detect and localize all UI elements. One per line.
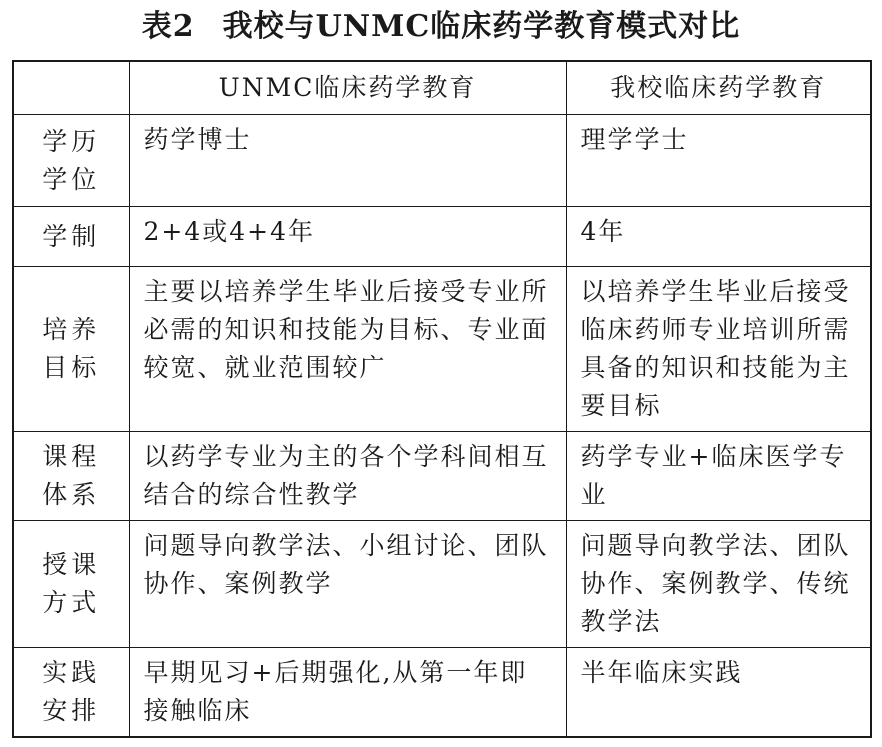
table-number: 表2 [141,9,195,44]
table-row [13,521,871,648]
row-label: 学制 [13,207,129,267]
cell-unmc: 2+4或4+4年 [129,207,566,267]
cell-ours: 半年临床实践 [566,648,871,738]
cell-ours: 以培养学生毕业后接受临床药师专业培训所需具备的知识和技能为主要目标 [566,267,871,432]
comparison-table [12,60,872,738]
row-label: 授课方式 [13,521,129,648]
cell-ours: 理学学士 [566,115,871,207]
cell-ours: 药学专业+临床医学专业 [566,432,871,521]
table-row [13,207,871,267]
table-title: 我校与UNMC临床药学教育模式对比 [222,9,741,44]
table-row [13,267,871,432]
row-label: 学历学位 [13,115,129,207]
header-row [13,61,871,115]
row-label: 培养目标 [13,267,129,432]
cell-ours: 4年 [566,207,871,267]
header-cell-unmc: UNMC临床药学教育 [129,61,566,115]
table-row [13,648,871,738]
header-cell-ours: 我校临床药学教育 [566,61,871,115]
cell-unmc: 以药学专业为主的各个学科间相互结合的综合性教学 [129,432,566,521]
header-cell-empty [13,61,129,115]
cell-unmc: 主要以培养学生毕业后接受专业所必需的知识和技能为目标、专业面较宽、就业范围较广 [129,267,566,432]
cell-ours: 问题导向教学法、团队协作、案例教学、传统教学法 [566,521,871,648]
row-label: 课程体系 [13,432,129,521]
cell-unmc: 问题导向教学法、小组讨论、团队协作、案例教学 [129,521,566,648]
table-row [13,432,871,521]
row-label: 实践安排 [13,648,129,738]
cell-unmc: 早期见习+后期强化,从第一年即接触临床 [129,648,566,738]
table-row [13,115,871,207]
table-caption [0,6,882,48]
cell-unmc: 药学博士 [129,115,566,207]
